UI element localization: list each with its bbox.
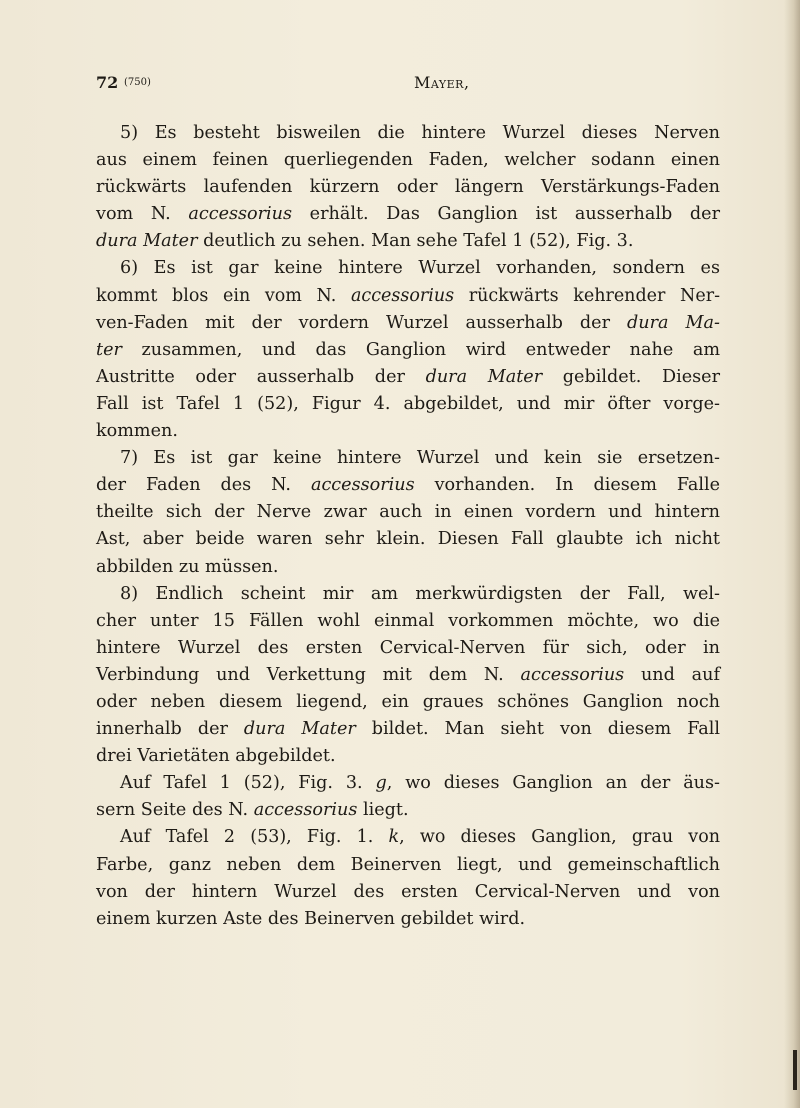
text-line: 5) Es besteht bisweilen die hintere Wurzel dieses Nerven [120,123,720,143]
text-line: ter zusammen, und das Ganglion wird entweder nahe am [96,339,720,360]
original-page-number: (750) [124,77,151,88]
text-line: 6) Es ist gar keine hintere Wurzel vorhanden, sondern es [120,258,720,279]
page-edge-shadow [784,0,800,1108]
text-line: rückwärts laufenden kürzern oder längern Verstärkungs-Faden [96,177,720,198]
text-line: theilte sich der Nerve zwar auch in einen vordern und hintern [96,502,720,523]
text-line: Auf Tafel 1 (52), Fig. 3. g, wo dieses Ganglion an der äus- [120,773,720,794]
running-head: Mayer, [414,73,470,92]
text-line: einem kurzen Aste des Beinerven gebildet wird. [96,908,526,929]
text-line: Auf Tafel 2 (53), Fig. 1. k, wo dieses Ganglion, grau von [120,827,720,848]
text-line: der Faden des N. accessorius vorhanden. In diesem Falle [96,475,720,496]
text-line: innerhalb der dura Mater bildet. Man sieht von diesem Fall [96,719,720,740]
page-header [96,73,718,97]
text-line: Ast, aber beide waren sehr klein. Diesen Fall glaubte ich nicht [96,529,720,550]
text-line: ven-Faden mit der vordern Wurzel ausserhalb der dura Ma- [96,312,720,333]
text-line: hintere Wurzel des ersten Cervical-Nerven für sich, oder in [96,637,720,658]
text-line: 7) Es ist gar keine hintere Wurzel und kein sie ersetzen- [120,448,720,469]
text-line: dura Mater deutlich zu sehen. Man sehe Tafel 1 (52), Fig. 3. [96,231,634,252]
text-line: drei Varietäten abgebildet. [96,746,336,767]
text-line: aus einem feinen querliegenden Faden, welcher sodann einen [96,150,720,171]
text-line: abbilden zu müssen. [96,556,279,577]
text-line: kommen. [96,421,178,442]
page-number: 72 [96,73,119,92]
text-line: cher unter 15 Fällen wohl einmal vorkommen möchte, wo die [96,610,720,631]
text-line: 8) Endlich scheint mir am merkwürdigsten der Fall, wel- [120,583,720,604]
text-line: kommt blos ein vom N. accessorius rückwärts kehrender Ner- [96,285,720,306]
text-line: sern Seite des N. accessorius liegt. [96,800,409,821]
body-text [96,120,720,933]
text-line: Verbindung und Verkettung mit dem N. accessorius und auf [96,664,720,685]
text-line: Fall ist Tafel 1 (52), Figur 4. abgebildet, und mir öfter vorge- [96,393,720,414]
text-line: oder neben diesem liegend, ein graues schönes Ganglion noch [96,691,720,712]
text-line: Farbe, ganz neben dem Beinerven liegt, und gemeinschaftlich [96,854,720,875]
text-line: Austritte oder ausserhalb der dura Mater gebildet. Dieser [96,366,720,387]
page-edge-mark [793,1050,797,1090]
text-line: von der hintern Wurzel des ersten Cervical-Nerven und von [96,881,720,902]
text-line: vom N. accessorius erhält. Das Ganglion ist ausserhalb der [96,204,720,225]
